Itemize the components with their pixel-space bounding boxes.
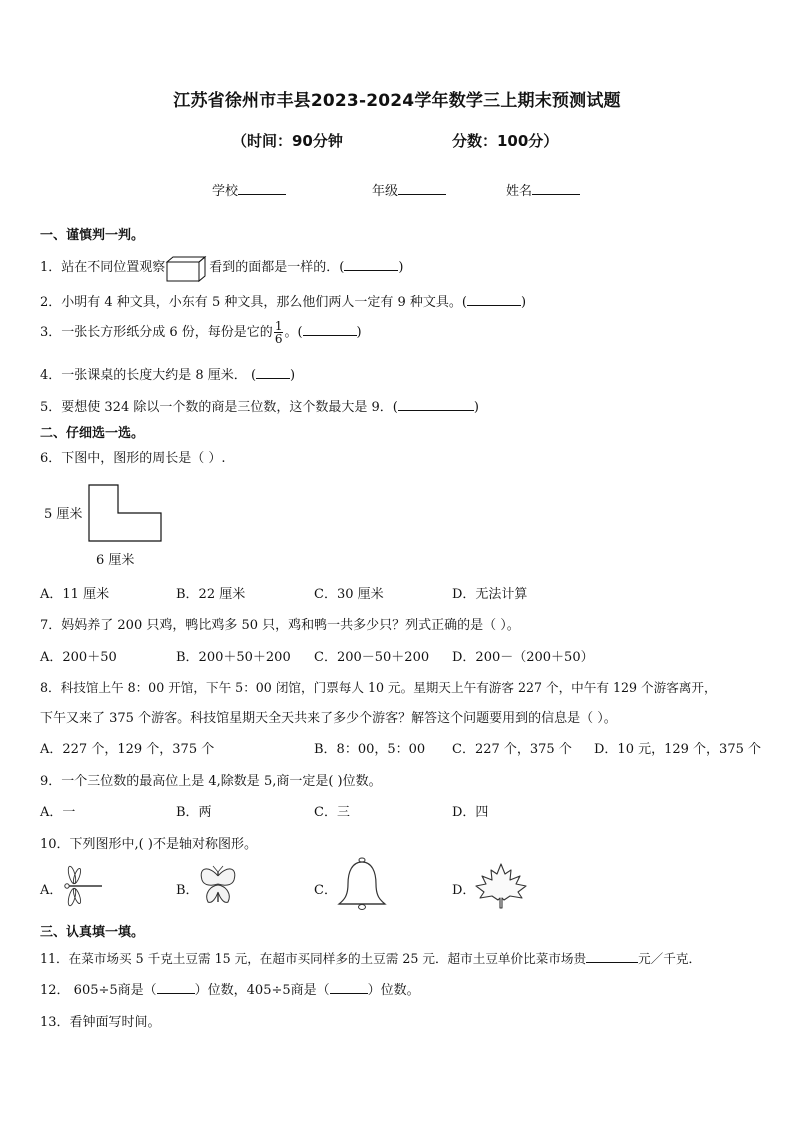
q12-answer-blank-1[interactable] <box>157 980 195 994</box>
q1-text-before: 1．站在不同位置观察 <box>40 260 166 275</box>
question-11 <box>40 948 701 967</box>
q11-text: 11．在菜市场买 5 千克土豆需 15 元，在超市买同样多的土豆需 25 元．超市土豆单价比菜市场贵 <box>40 951 587 966</box>
q5-text: 5．要想使 324 除以一个数的商是三位数，这个数最大是 9．( <box>40 400 398 415</box>
grade-label: 年级 <box>372 184 399 199</box>
q2-answer-blank[interactable] <box>467 292 521 306</box>
q3-close: ) <box>356 325 362 340</box>
question-1 <box>40 256 403 275</box>
q3-answer-blank[interactable] <box>303 322 357 336</box>
time-label: （时间：90分钟 <box>232 132 343 150</box>
question-5 <box>40 396 479 415</box>
q3-text-after: 。( <box>284 325 303 340</box>
question-12 <box>40 979 420 998</box>
section-1-heading: 一、谨慎判一判。 <box>40 228 145 243</box>
q4-text: 4．一张课桌的长度大约是 8 厘米． ( <box>40 368 257 383</box>
q9-option-b[interactable]: B．两 <box>176 805 212 820</box>
grade-field <box>372 180 446 199</box>
q1-close: ) <box>398 260 404 275</box>
q9-option-c[interactable]: C．三 <box>314 805 350 820</box>
q12-text-a: 12． 605÷5商是（ <box>40 983 157 998</box>
q10-option-c[interactable]: C． <box>314 883 337 898</box>
q1-text-after: 看到的面都是一样的．( <box>209 260 345 275</box>
q2-close: ) <box>520 295 527 310</box>
q7-option-d[interactable]: D．200－（200＋50） <box>452 650 594 665</box>
bell-icon <box>336 856 388 912</box>
l-shape-figure <box>88 484 168 544</box>
q4-answer-blank[interactable] <box>256 365 290 379</box>
q6-option-c[interactable]: C．30 厘米 <box>314 587 384 602</box>
q12-text-b: ）位数，405÷5商是（ <box>194 983 330 998</box>
q7-option-b[interactable]: B．200＋50＋200 <box>176 650 291 665</box>
q5-answer-blank[interactable] <box>398 397 474 411</box>
grade-blank[interactable] <box>398 181 446 195</box>
bottom-dimension-label: 6 厘米 <box>96 553 135 568</box>
q2-text: 2．小明有 4 种文具，小东有 5 种文具，那么他们两人一定有 9 种文具。( <box>40 295 467 310</box>
q3-text-before: 3．一张长方形纸分成 6 份，每份是它的 <box>40 325 273 340</box>
school-blank[interactable] <box>238 181 286 195</box>
left-dimension-label: 5 厘米 <box>44 507 83 522</box>
q7-option-a[interactable]: A．200＋50 <box>40 650 117 665</box>
question-6: 6．下图中，图形的周长是（ ）. <box>40 451 226 466</box>
name-blank[interactable] <box>532 181 580 195</box>
question-7: 7．妈妈养了 200 只鸡，鸭比鸡多 50 只，鸡和鸭一共多少只？列式正确的是（ ）。 <box>40 618 520 633</box>
q11-answer-blank[interactable] <box>586 949 638 963</box>
q7-option-c[interactable]: C．200－50＋200 <box>314 650 430 665</box>
q9-option-d[interactable]: D．四 <box>452 805 489 820</box>
maple-leaf-icon <box>474 862 528 910</box>
fraction-denominator: 6 <box>274 332 283 346</box>
q12-text-c: ）位数。 <box>367 983 420 998</box>
question-13: 13．看钟面写时间。 <box>40 1015 161 1030</box>
name-label: 姓名 <box>506 184 533 199</box>
section-3-heading: 三、认真填一填。 <box>40 925 145 940</box>
score-label: 分数：100分） <box>452 132 559 150</box>
q8-option-a[interactable]: A．227 个，129 个，375 个 <box>40 742 215 757</box>
q6-option-b[interactable]: B．22 厘米 <box>176 587 246 602</box>
school-label: 学校 <box>212 184 239 199</box>
name-field <box>506 180 580 199</box>
cuboid-icon <box>165 261 209 275</box>
question-8-line-2: 下午又来了 375 个游客。科技馆星期天全天共来了多少个游客？解答这个问题要用到的信息是（ ）。 <box>40 711 617 726</box>
fraction-numerator: 1 <box>274 319 283 333</box>
q5-close: ) <box>473 400 479 415</box>
question-4 <box>40 364 295 383</box>
q10-option-a[interactable]: A． <box>40 883 63 898</box>
q8-option-d[interactable]: D．10 元，129 个，375 个 <box>594 742 761 757</box>
q9-option-a[interactable]: A．一 <box>40 805 76 820</box>
q6-option-a[interactable]: A．11 厘米 <box>40 587 110 602</box>
q10-option-b[interactable]: B． <box>176 883 199 898</box>
question-8-line-1: 8．科技馆上午 8：00 开馆，下午 5：00 闭馆，门票每人 10 元。星期天上午有游客 227 个，中午有 129 个游客离开， <box>40 680 717 695</box>
school-field <box>212 180 286 199</box>
q6-option-d[interactable]: D．无法计算 <box>452 587 528 602</box>
question-2 <box>40 291 526 310</box>
section-2-heading: 二、仔细选一选。 <box>40 426 145 441</box>
q4-close: ) <box>290 368 296 383</box>
question-10: 10．下列图形中,( )不是轴对称图形。 <box>40 837 257 852</box>
q12-answer-blank-2[interactable] <box>330 980 368 994</box>
q8-option-b[interactable]: B．8：00，5：00 <box>314 742 426 757</box>
butterfly-icon <box>196 864 240 908</box>
page-title: 江苏省徐州市丰县2023-2024学年数学三上期末预测试题 <box>173 91 621 111</box>
q10-option-d[interactable]: D． <box>452 883 476 898</box>
question-9: 9．一个三位数的最高位上是 4,除数是 5,商一定是( )位数。 <box>40 774 382 789</box>
fraction-one-sixth <box>274 320 284 345</box>
dragonfly-icon <box>58 866 104 906</box>
question-3 <box>40 320 362 345</box>
q8-option-c[interactable]: C．227 个，375 个 <box>452 742 572 757</box>
q1-answer-blank[interactable] <box>344 257 398 271</box>
q11-text-after: 元／千克． <box>638 951 702 966</box>
